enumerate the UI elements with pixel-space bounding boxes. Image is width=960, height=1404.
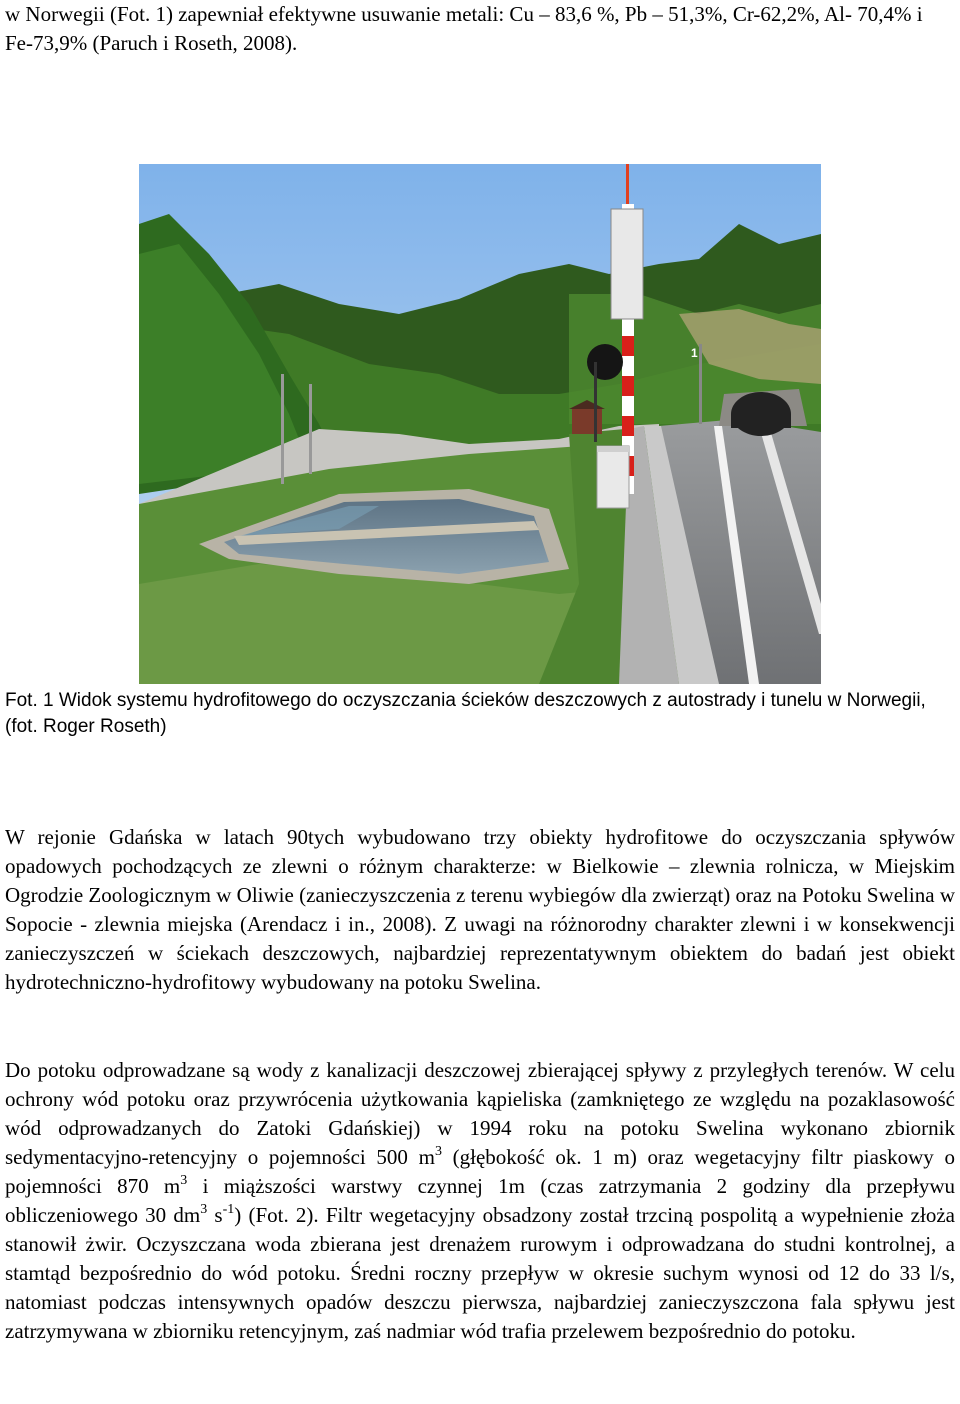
paragraph-2-part-2: (głębokość ok. 1 m) oraz wegetacyjny filtr piaskowy o pojemności 870 m [5, 1145, 955, 1198]
superscript-cubic-1: 3 [434, 1144, 442, 1159]
sign-number-label: 1 [691, 346, 698, 360]
photo-road-tunnel-wetland [139, 164, 821, 684]
intro-text: w Norwegii (Fot. 1) zapewniał efektywne usuwanie metali: Cu – 83,6 %, Pb – 51,3%, Cr-62,2%, Al- 70,4% i Fe-73,9% (Paruch i Roseth, 2008). [5, 2, 923, 55]
paragraph-2-part-5: ) (Fot. 2). Filtr wegetacyjny obsadzony został trzciną pospolitą a wypełnienie złoża stanowił żwir. Oczyszczana woda zbierana jest drenażem rurowym i odprowadzana do studni kontrolnej, a stamtąd bezpośrednio do wód potoku. Średni roczny przepływ w okresie suchym wynosi od 12 do 33 l/s, natomiast podczas intensywnych opadów deszczu pierwsza, najbardziej zanieczyszczona fala spływu jest zatrzymywana w zbiorniku retencyjnym, zaś nadmiar wód trafia przelewem bezpośrednio do potoku. [5, 1203, 955, 1343]
paragraph-2 [5, 1056, 955, 1346]
paragraph-2-part-1: Do potoku odprowadzane są wody z kanalizacji deszczowej zbierającej spływy z przyległych terenów. W celu ochrony wód potoku oraz przywrócenia użytkowania kąpieliska (zamkniętego ze względu na pozaklasowość wód odprowadzanych do Zatoki Gdańskiej) w 1994 roku na potoku Swelina wykonano zbiornik sedymentacyjno-retencyjny o pojemności 500 m [5, 1058, 955, 1169]
superscript-cubic-2: 3 [180, 1173, 188, 1188]
superscript-minus-one: -1 [222, 1202, 235, 1217]
paragraph-2-part-4: s [207, 1203, 223, 1227]
paragraph-1: W rejonie Gdańska w latach 90tych wybudowano trzy obiekty hydrofitowe do oczyszczania spływów opadowych pochodzących ze zlewni o różnym charakterze: w Bielkowie – zlewnia rolnicza, w Miejskim Ogrodzie Zoologicznym w Oliwie (zanieczyszczenia z terenu wybiegów dla zwierząt) oraz na Potoku Swelina w Sopocie - zlewnia miejska (Arendacz i in., 2008). Z uwagi na różnorodny charakter zlewni i w konsekwencji zanieczyszczeń w ściekach deszczowych, najbardziej reprezentatywnym obiektem do badań jest obiekt hydrotechniczno-hydrofitowy wybudowany na potoku Swelina. [5, 825, 955, 994]
paragraph-2-part-3: i miąższości warstwy czynnej 1m (czas zatrzymania 2 godziny dla przepływu obliczeniowego 30 dm [5, 1174, 955, 1227]
superscript-cubic-3: 3 [200, 1202, 208, 1217]
photo-caption: Fot. 1 Widok systemu hydrofitowego do oczyszczania ścieków deszczowych z autostrady i tunelu w Norwegii, (fot. Roger Roseth) [5, 690, 926, 737]
